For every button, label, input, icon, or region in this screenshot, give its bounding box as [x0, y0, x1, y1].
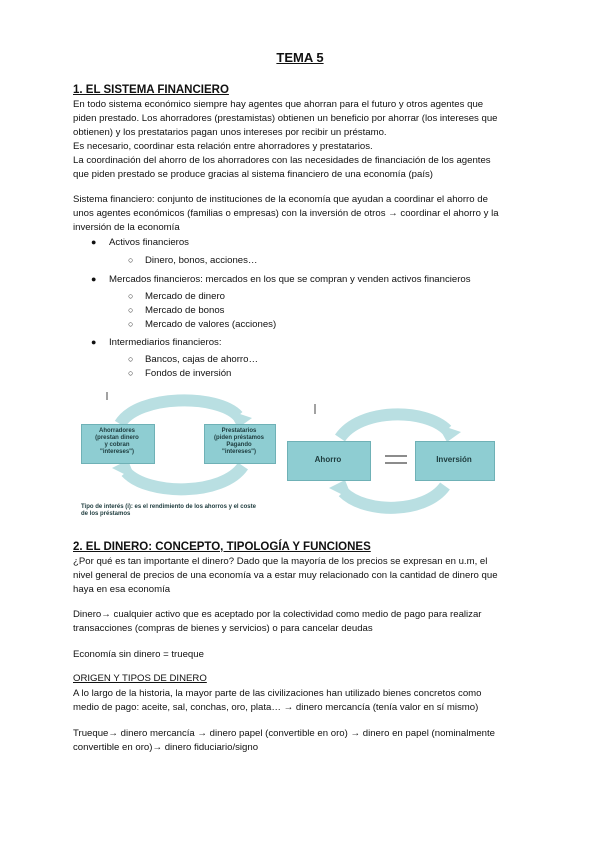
sub-bullet-icon: ○: [128, 255, 134, 265]
paragraph-line: haya en esa economía: [73, 584, 171, 595]
ahorro-label: Ahorro: [314, 455, 342, 464]
paragraph-line: convertible en oro)→ dinero fiduciario/signo: [73, 742, 259, 753]
sub-list-item: Fondos de inversión: [145, 368, 232, 379]
section-1-heading: 1. EL SISTEMA FINANCIERO: [73, 84, 229, 96]
paragraph-line: unos agentes económicos (familias o empresas) con la inversión de otros → coordinar el ahorro y la: [73, 208, 499, 219]
sub-list-item: Mercado de dinero: [145, 291, 225, 302]
sub-list-item: Mercado de valores (acciones): [145, 319, 277, 330]
paragraph-line: Sistema financiero: conjunto de instituciones de la economía que ayudan a coordinar el ahorro de: [73, 194, 488, 205]
interest-rate-caption: Tipo de interés (i): es el rendimiento de los ahorros y el coste de los préstamos: [81, 504, 256, 517]
paragraph-line: piden prestado. Los ahorradores (prestamistas) obtienen un beneficio por ahorrar (los intereses que: [73, 113, 498, 124]
sub-bullet-icon: ○: [128, 368, 134, 378]
section-2-heading: 2. EL DINERO: CONCEPTO, TIPOLOGÍA Y FUNCIONES: [73, 541, 371, 553]
paragraph-line: Economía sin dinero = trueque: [73, 649, 204, 660]
sub-bullet-icon: ○: [128, 319, 134, 329]
list-item: Mercados financieros: mercados en los que se compran y venden activos financieros: [109, 274, 471, 285]
sub-heading: ORIGEN Y TIPOS DE DINERO: [73, 673, 207, 684]
diagram-ahorradores-prestatarios: [78, 388, 278, 523]
list-item: Activos financieros: [109, 237, 189, 248]
sub-list-item: Bancos, cajas de ahorro…: [145, 354, 259, 365]
ahorradores-label: Ahorradores (prestan dinero y cobran "intereses"): [95, 428, 139, 455]
paragraph-line: obtienen) y los prestatarios pagan unos intereses por recibir un préstamo.: [73, 127, 387, 138]
diagram-ahorro-inversion: [285, 396, 497, 518]
list-item: Intermediarios financieros:: [109, 337, 222, 348]
bullet-icon: ●: [91, 274, 97, 284]
bullet-icon: ●: [91, 337, 97, 347]
paragraph-line: Trueque→ dinero mercancía → dinero papel (convertible en oro) → dinero en papel (nominalmente: [73, 728, 495, 739]
page-title: TEMA 5: [276, 50, 324, 65]
paragraph-line: En todo sistema económico siempre hay agentes que ahorran para el futuro y otros agentes que: [73, 99, 484, 110]
bullet-icon: ●: [91, 237, 97, 247]
prestatarios-label: Prestatarios (piden préstamos Pagando "intereses"): [213, 428, 264, 455]
sub-list-item: Dinero, bonos, acciones…: [145, 255, 258, 266]
paragraph-line: A lo largo de la historia, la mayor parte de las civilizaciones han utilizado bienes concretos como: [73, 688, 482, 699]
sub-bullet-icon: ○: [128, 354, 134, 364]
paragraph-line: nivel general de precios de una economía va a estar muy relacionado con la cantidad de dinero que: [73, 570, 498, 581]
sub-bullet-icon: ○: [128, 291, 134, 301]
paragraph-line: que piden prestado se produce gracias al sistema financiero de una economía (país): [73, 169, 433, 180]
paragraph-line: La coordinación del ahorro de los ahorradores con las necesidades de financiación de los agentes: [73, 155, 491, 166]
sub-list-item: Mercado de bonos: [145, 305, 225, 316]
paragraph-line: transacciones (compras de bienes y servicios) o para cancelar deudas: [73, 623, 373, 634]
paragraph-line: Es necesario, coordinar esta relación entre ahorradores y prestatarios.: [73, 141, 373, 152]
paragraph-line: inversión de la economía: [73, 222, 180, 233]
sub-bullet-icon: ○: [128, 305, 134, 315]
paragraph-line: Dinero→ cualquier activo que es aceptado por la colectividad como medio de pago para realizar: [73, 609, 482, 620]
paragraph-line: medio de pago: aceite, sal, conchas, oro, plata… → dinero mercancía (tenía valor en sí mismo): [73, 702, 479, 713]
paragraph-line: ¿Por qué es tan importante el dinero? Dado que la mayoría de los precios se expresan en u.m, el: [73, 556, 488, 567]
inversion-label: Inversión: [436, 455, 472, 464]
